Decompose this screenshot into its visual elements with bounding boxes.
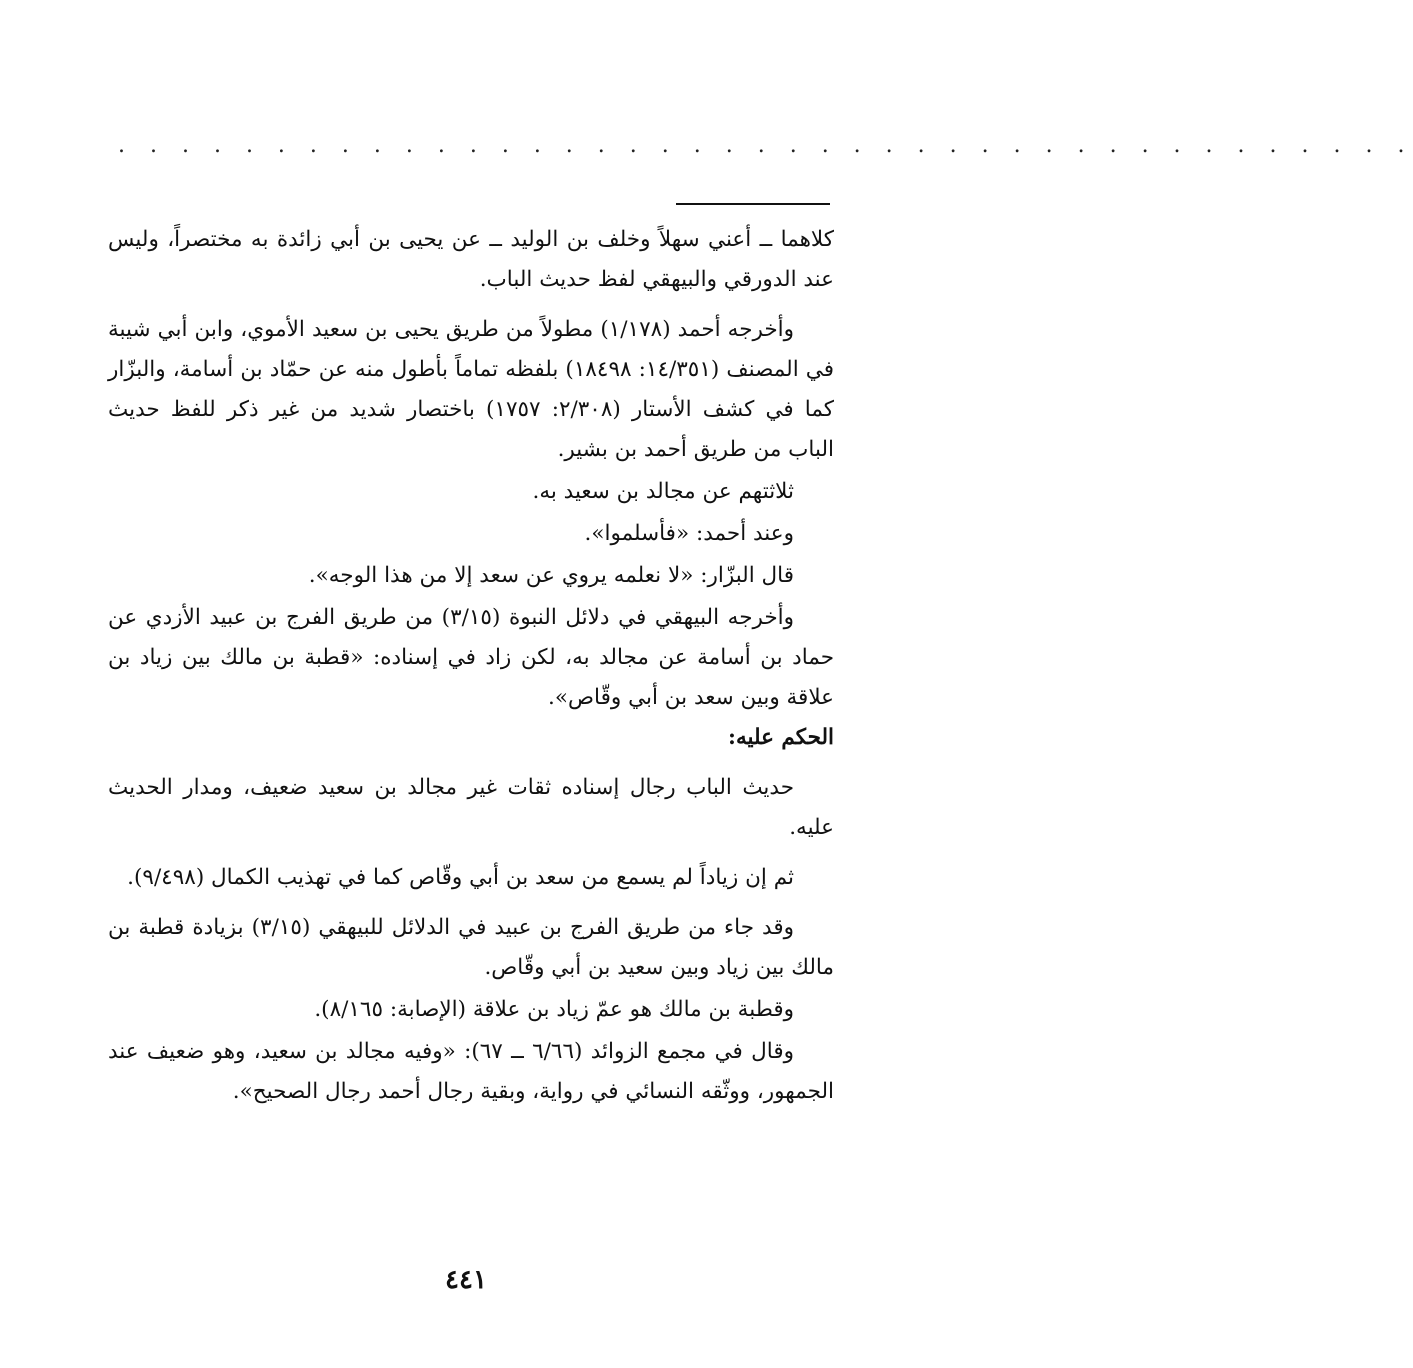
paragraph-1: كلاهما ــ أعني سهلاً وخلف بن الوليد ــ عن يحيى بن أبي زائدة به مختصراً، وليس عند الدورقي والبيهقي لفظ حديث الباب. (108, 227, 834, 292)
paragraph-5: قال البزّار: «لا نعلمه يروي عن سعد إلا من هذا الوجه». (308, 563, 794, 588)
paragraph-4: وعند أحمد: «فأسلموا». (584, 521, 794, 546)
paragraph-8: ثم إن زياداً لم يسمع من سعد بن أبي وقّاص كما في تهذيب الكمال (٩/٤٩٨). (127, 865, 794, 890)
paragraph-6: وأخرجه البيهقي في دلائل النبوة (٣/١٥) من طريق الفرج بن عبيد الأزدي عن حماد بن أسامة عن مجالد به، لكن زاد في إسناده: «قطبة بن مالك بين زياد بن علاقة وبين سعد بن أبي وقّاص». (108, 605, 834, 710)
footnote-rule (676, 203, 830, 205)
section-heading: الحكم عليه: (728, 725, 834, 750)
dotted-separator: . . . . . . . . . . . . . . . . . . . . . . . . . . . . . . . . . . . . . . . . . (118, 133, 1413, 158)
page-body (108, 220, 834, 1112)
paragraph-2: وأخرجه أحمد (١/١٧٨) مطولاً من طريق يحيى بن سعيد الأموي، وابن أبي شيبة في المصنف (١٤/٣٥١: ١٨٤٩٨) بلفظه تماماً بأطول منه عن حمّاد بن أسامة، والبزّار كما في كشف الأستار (٢/٣٠٨: ١٧٥٧) باختصار شديد من غير ذكر للفظ حديث الباب من طريق أحمد بن بشير. (108, 317, 834, 462)
paragraph-9: وقد جاء من طريق الفرج بن عبيد في الدلائل للبيهقي (٣/١٥) بزيادة قطبة بن مالك بين زياد وبين سعيد بن أبي وقّاص. (108, 915, 834, 980)
paragraph-10: وقطبة بن مالك هو عمّ زياد بن علاقة (الإصابة: ٨/١٦٥). (314, 997, 794, 1022)
paragraph-11: وقال في مجمع الزوائد (٦/٦٦ ــ ٦٧): «وفيه مجالد بن سعيد، وهو ضعيف عند الجمهور، ووثّقه النسائي في رواية، وبقية رجال أحمد رجال الصحيح». (108, 1039, 834, 1104)
page-number: ٤٤١ (445, 1265, 487, 1295)
paragraph-7: حديث الباب رجال إسناده ثقات غير مجالد بن سعيد ضعيف، ومدار الحديث عليه. (108, 775, 834, 840)
paragraph-3: ثلاثتهم عن مجالد بن سعيد به. (532, 479, 794, 504)
